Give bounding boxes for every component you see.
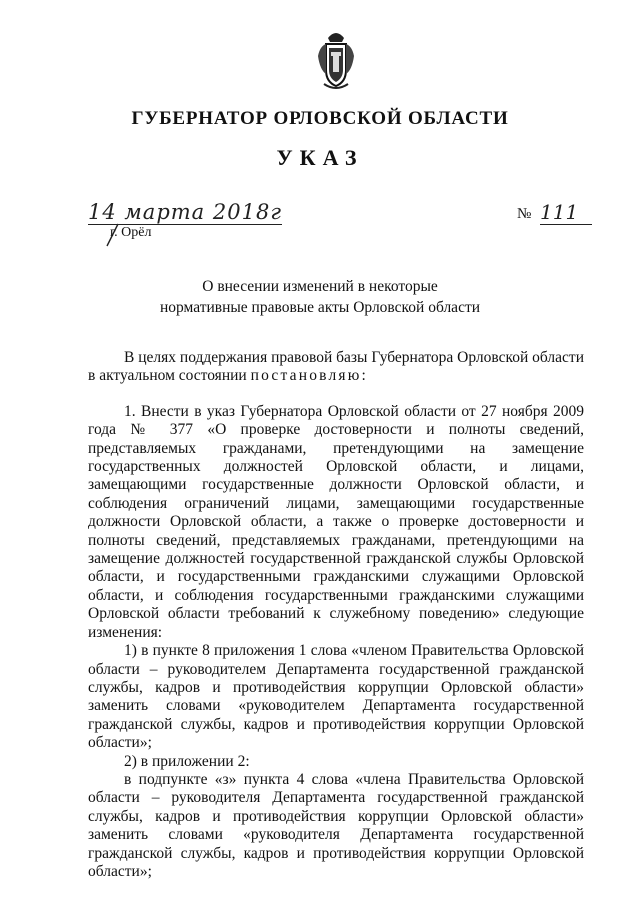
preamble-paragraph: [88, 349, 584, 386]
city-label: г. Орёл: [110, 225, 152, 240]
paragraph-2: 1) в пункте 8 приложения 1 слова «членом Правительства Орловской области – руководителем Департамента государственной гражданской службы, кадров и противодействия коррупции Орловской области» заменить словами «руководителем Департамента государственной гражданской службы, кадров и противодействия коррупции Орловской области»;: [88, 642, 584, 752]
document-body: [88, 349, 584, 881]
handwritten-number: 111: [540, 200, 592, 225]
paragraph-4: в подпункте «з» пункта 4 слова «члена Правительства Орловской области – руководителя Департамента государственной гражданской службы, кадров и противодействия коррупции Орловской области» заменить словами «руководителя Департамента государственной гражданской службы, кадров и противодействия коррупции Орловской области»;: [88, 770, 584, 880]
document-title: [130, 276, 510, 318]
paragraph-3: 2) в приложении 2:: [124, 752, 250, 770]
preamble-decree-word: постановляю:: [250, 367, 369, 385]
document-type: УКАЗ: [276, 145, 364, 170]
handwritten-date: 14 марта 2018г: [88, 200, 282, 224]
coat-of-arms-icon: [314, 26, 358, 90]
title-line-2: нормативные правовые акты Орловской области: [159, 299, 481, 316]
number-label: №: [517, 206, 532, 222]
paragraph-1: 1. Внести в указ Губернатора Орловской области от 27 ноября 2009 года № 377 «О проверке достоверности и полноты сведений, представляемых гражданами, претендующими на замещение государственных должностей Орловской области, и лицами, замещающими государственные должности Орловской области, и соблюдения ограничений лицами, замещающими государственные должности Орловской области, а также о проверке достоверности и полноты сведений, представляемых гражданами, претендующими на замещение должностей государственной гражданской службы Орловской области, и государственными гражданскими служащими Орловской области, и соблюдения государственными гражданскими служащими Орловской области требований к служебному поведению» следующие изменения:: [88, 402, 584, 641]
preamble-text: В целях поддержания правовой базы Губернатора Орловской области в актуальном состоянии: [88, 349, 584, 385]
title-line-1: О внесении изменений в некоторые: [202, 278, 438, 295]
organization-title: ГУБЕРНАТОР ОРЛОВСКОЙ ОБЛАСТИ: [131, 108, 509, 129]
